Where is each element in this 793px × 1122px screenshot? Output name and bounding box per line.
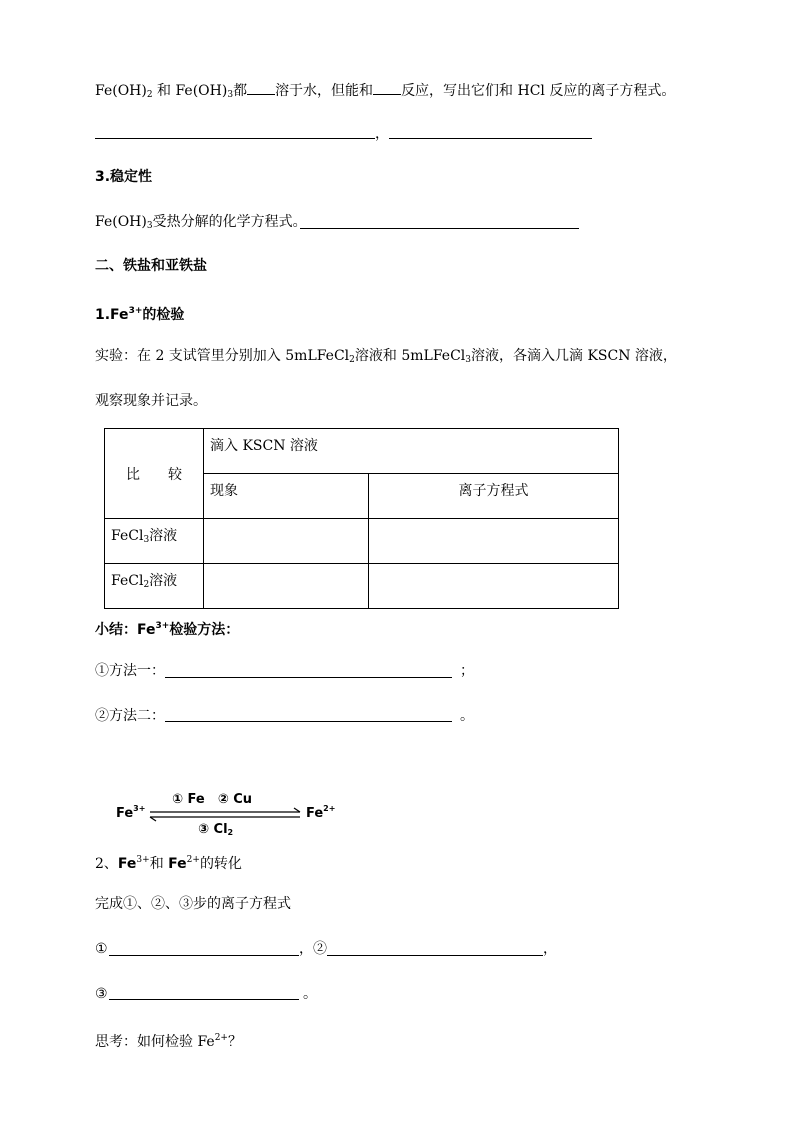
blank-field[interactable]	[373, 80, 401, 95]
equation-1-end: ，	[543, 941, 557, 957]
table-cell-input[interactable]	[204, 519, 369, 564]
table-cell-input[interactable]	[369, 564, 619, 609]
method-1-end: ；	[460, 663, 474, 679]
answer-line[interactable]	[300, 228, 579, 229]
heading-conversion: 2、$Fe^{3+}$和 $Fe^{2+}$的转化	[95, 855, 242, 872]
method-1: ①方法一：	[95, 663, 165, 679]
answer-line[interactable]	[165, 677, 452, 678]
heading-stability: 3.稳定性	[95, 169, 153, 185]
diagram-reagent-bottom: ③ $Cl_2$	[198, 822, 234, 837]
equation-3-label: ③	[95, 986, 108, 1002]
diagram-reagent-top: ① Fe ② Cu	[172, 792, 253, 807]
answer-line[interactable]	[109, 955, 299, 956]
comparison-table	[104, 428, 619, 609]
paragraph-complete: 完成①、②、③步的离子方程式	[95, 896, 291, 912]
equation-2-label: ，②	[299, 941, 327, 957]
blank-field[interactable]	[247, 80, 275, 95]
table-row-fecl2: FeCl$_2$溶液	[105, 564, 204, 609]
equation-3-end: 。	[303, 986, 317, 1002]
table-header-drop: 滴入 KSCN 溶液	[204, 429, 619, 474]
paragraph-think: 思考：如何检验 $Fe^{2+}$？	[95, 1033, 242, 1050]
table-cell-input[interactable]	[204, 564, 369, 609]
heading-fe3-test: $1.Fe^{3+}$的检验	[95, 306, 185, 323]
table-row-fecl3: FeCl$_3$溶液	[105, 519, 204, 564]
answer-line[interactable]	[109, 999, 299, 1000]
method-2-end: 。	[460, 708, 474, 724]
paragraph-hydroxide-solubility: $Fe(OH)_2$ 和 $Fe(OH)_3$都 溶于水，但能和 反应，写出它们和 HCl 反应的离子方程式。	[95, 80, 675, 104]
method-2: ②方法二：	[95, 708, 165, 724]
table-header-compare: 比 较	[105, 429, 204, 519]
table-header-ionic: 离子方程式	[369, 474, 619, 519]
answer-line[interactable]	[165, 721, 452, 722]
paragraph-experiment-cont: 观察现象并记录。	[95, 393, 207, 409]
diagram-fe2: $Fe^{2+}$	[306, 804, 336, 821]
heading-summary: 小结：$Fe^{3+}$检验方法：	[95, 621, 240, 638]
answer-line[interactable]	[95, 138, 375, 139]
table-cell-input[interactable]	[369, 519, 619, 564]
table-header-phenomenon: 现象	[204, 474, 369, 519]
diagram-fe3: $Fe^{3+}$	[116, 804, 146, 821]
paragraph-experiment: 实验：在 2 支试管里分别加入 5mLFeCl$_2$溶液和 5mLFeCl$_3$溶液，各滴入几滴 KSCN 溶液，	[95, 348, 677, 365]
conversion-diagram	[112, 784, 352, 844]
paragraph-heat-decomposition: $Fe(OH)_3$受热分解的化学方程式。	[95, 214, 307, 231]
answer-line[interactable]	[327, 955, 543, 956]
heading-section-2: 二、铁盐和亚铁盐	[95, 258, 207, 274]
answer-line[interactable]	[389, 138, 592, 139]
equation-1-label: ①	[95, 941, 108, 957]
comma: ，	[375, 126, 389, 142]
